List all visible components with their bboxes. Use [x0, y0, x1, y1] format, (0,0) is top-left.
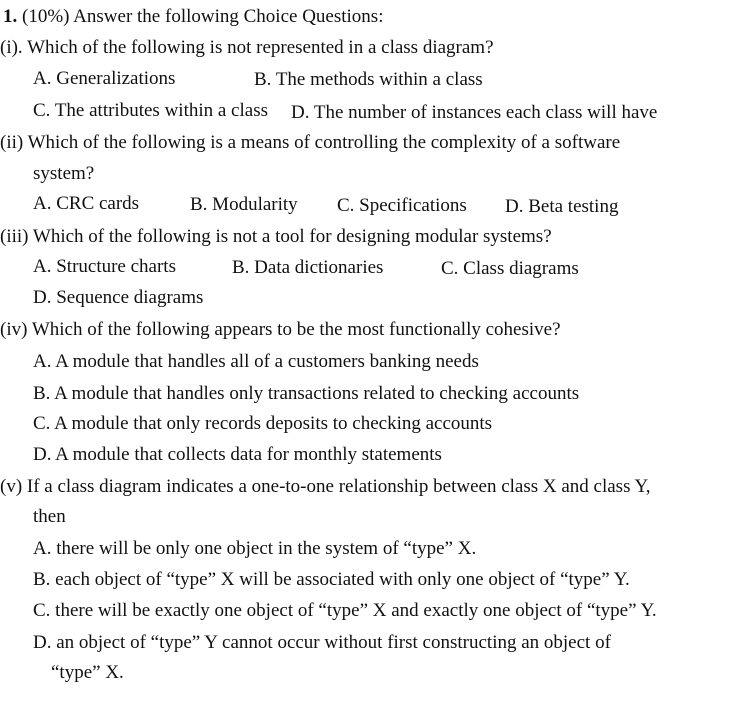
question-iv-stem: (iv) Which of the following appears to be the most functionally cohesive?	[0, 319, 561, 340]
question-v-option-d-line-1: D. an object of “type” Y cannot occur without first constructing an object of	[33, 632, 611, 653]
section-heading	[3, 5, 383, 29]
question-ii-option-a: A. CRC cards	[33, 193, 140, 214]
question-i-option-c: C. The attributes within a class	[33, 100, 268, 121]
question-ii-option-d: D. Beta testing	[505, 196, 619, 217]
question-v-stem-line-1: (v) If a class diagram indicates a one-to-one relationship between class X and class Y,	[0, 476, 651, 497]
section-title: (10%) Answer the following Choice Questions:	[22, 6, 384, 27]
question-i-option-a: A. Generalizations	[33, 68, 176, 89]
question-iii-option-c: C. Class diagrams	[441, 258, 579, 279]
question-ii-option-b: B. Modularity	[190, 194, 298, 215]
question-v-option-c: C. there will be exactly one object of “type” X and exactly one object of “type” Y.	[33, 600, 657, 621]
section-number: 1.	[3, 6, 18, 27]
question-ii-stem-line-2: system?	[33, 163, 95, 184]
question-iv-option-c: C. A module that only records deposits to checking accounts	[33, 413, 493, 434]
question-v-option-b: B. each object of “type” X will be associated with only one object of “type” Y.	[33, 569, 630, 590]
question-v-option-d-line-2: “type” X.	[51, 662, 124, 683]
question-iii-stem: (iii) Which of the following is not a tool for designing modular systems?	[0, 226, 552, 247]
question-i-option-d: D. The number of instances each class will have	[291, 102, 658, 123]
question-iv-option-d: D. A module that collects data for monthly statements	[33, 444, 442, 465]
question-ii-option-c: C. Specifications	[337, 195, 467, 216]
question-i-option-b: B. The methods within a class	[254, 69, 483, 90]
question-iii-option-b: B. Data dictionaries	[232, 257, 384, 278]
question-iv-option-a: A. A module that handles all of a customers banking needs	[33, 351, 479, 372]
question-iv-option-b: B. A module that handles only transactions related to checking accounts	[33, 383, 580, 404]
question-v-stem-line-2: then	[33, 506, 66, 527]
question-iii-option-d: D. Sequence diagrams	[33, 287, 204, 308]
question-v-option-a: A. there will be only one object in the system of “type” X.	[33, 538, 477, 559]
question-ii-stem-line-1: (ii) Which of the following is a means of controlling the complexity of a software	[0, 132, 621, 153]
question-iii-option-a: A. Structure charts	[33, 256, 176, 277]
question-i-stem: (i). Which of the following is not represented in a class diagram?	[0, 37, 494, 58]
